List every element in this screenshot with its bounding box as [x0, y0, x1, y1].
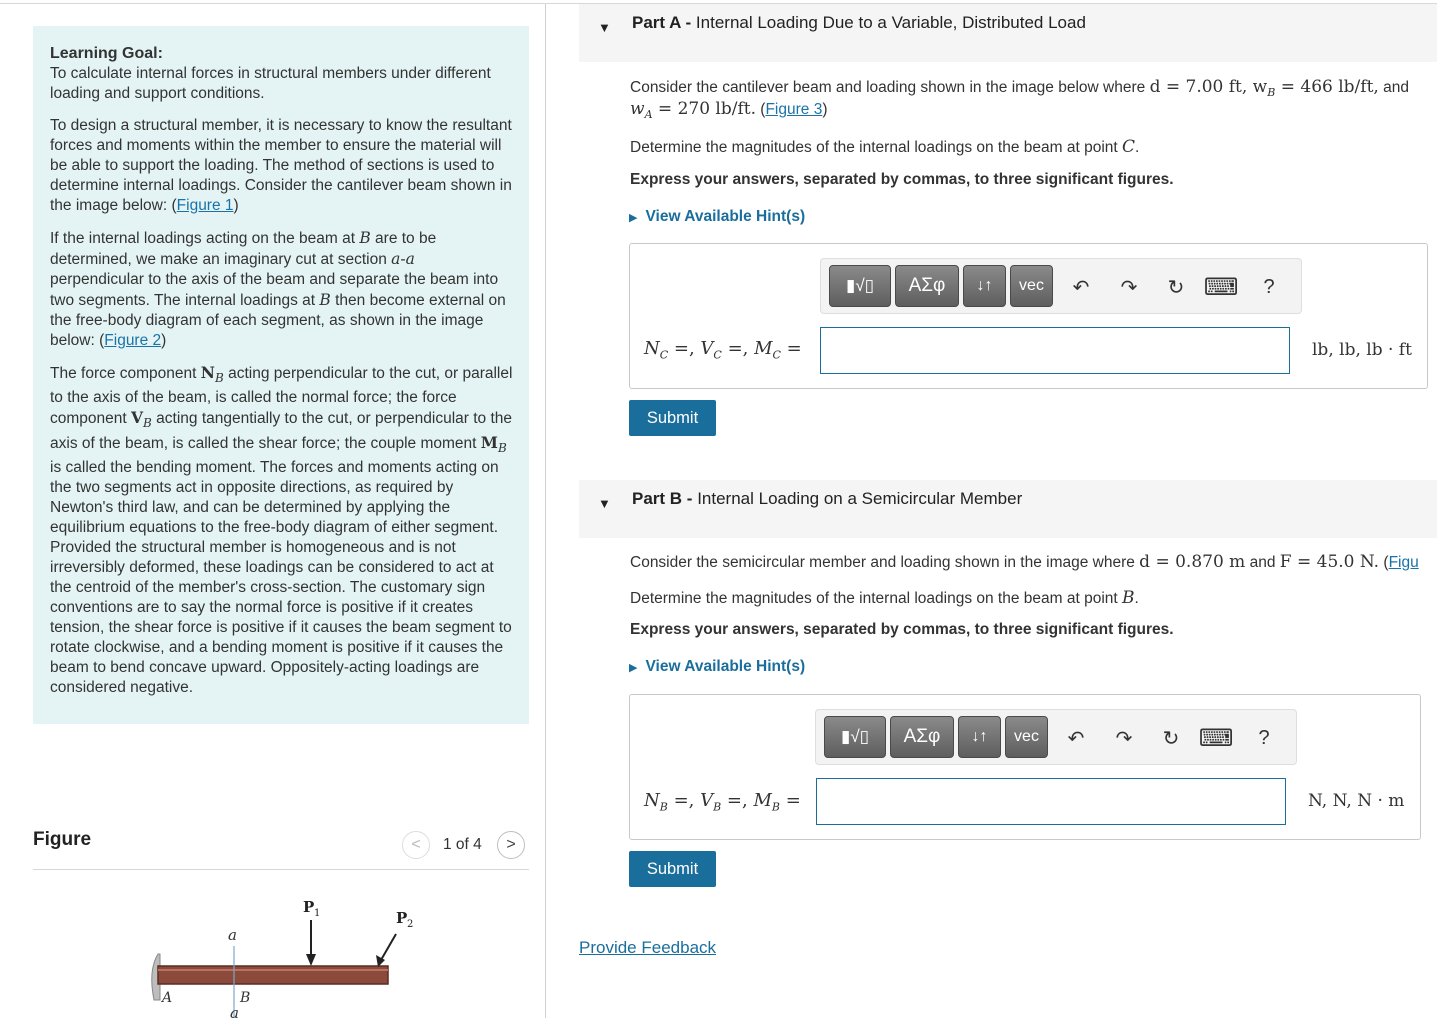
expand-triangle-icon: ▶ [629, 662, 638, 674]
arrows-button[interactable]: ↓↑ [958, 716, 1001, 758]
keyboard-icon[interactable]: ⌨ [1203, 273, 1239, 301]
figure-prev-button[interactable]: < [402, 831, 430, 859]
vec-button[interactable]: vec [1010, 265, 1053, 307]
redo-icon[interactable]: ↷ [1120, 276, 1138, 299]
undo-icon[interactable]: ↶ [1072, 276, 1090, 299]
keyboard-icon[interactable]: ⌨ [1198, 724, 1234, 752]
point-b-label: B [240, 990, 251, 1006]
cantilever-beam-figure [140, 890, 440, 1018]
part-b-collapse-icon[interactable]: ▼ [598, 496, 611, 511]
help-icon[interactable]: ? [1258, 726, 1270, 749]
p1-label: P [303, 898, 315, 916]
part-b-express: Express your answers, separated by commas, to three significant figures. [630, 621, 1174, 638]
greek-button[interactable]: ΑΣφ [895, 265, 959, 307]
learning-goal-intro: To calculate internal forces in structural members under different loading and support conditions. [50, 65, 491, 102]
part-a-determine: Determine the magnitudes of the internal loadings on the beam at point C. [630, 137, 1140, 157]
part-a-title: Part A - Internal Loading Due to a Variable, Distributed Load [632, 13, 1086, 32]
reset-icon[interactable]: ↻ [1167, 276, 1185, 299]
part-a-line1: Consider the cantilever beam and loading shown in the image below where d = 7.00 ft, $w_B = 466$ lb/ft, and [630, 77, 1409, 100]
part-b-math-toolbar [815, 709, 1297, 765]
point-a-label: A [162, 990, 173, 1006]
part-b-answer-box [629, 694, 1421, 840]
section-label-top: a [228, 926, 237, 944]
part-a-answer-box [629, 243, 1428, 389]
part-b-submit-button[interactable]: Submit [629, 851, 716, 887]
part-a-submit-button[interactable]: Submit [629, 400, 716, 436]
figure-title: Figure [33, 829, 92, 850]
part-b-hint-toggle[interactable]: ▶ View Available Hint(s) [629, 658, 806, 675]
figure-1-link[interactable]: Figure 1 [176, 197, 234, 214]
figure-next-button[interactable]: > [497, 831, 525, 859]
learning-goal-p3: The force component $N_B$ acting perpendicular to the cut, or parallel to the axis of the beam, is called the normal force; the force component $V_B$ acting tangentially to the cut, or perpendicular to the axis of the beam, is called the shear force; the couple moment $M_B$ is called the bending moment. The forces and moments acting on the two segments act in opposite directions, as required by Newton's third law, and can be determined by applying the equilibrium equations to the free-body diagram of either segment. Provided the structural member is homogeneous and is not irreversibly deformed, these loadings can be considered to act at the centroid of the member's cross-section. The customary sign conventions are to say the normal force is positive if it creates tension, the shear force is positive if it causes the beam segment to rotate clockwise, and a bending moment is positive if it causes the beam to bend concave upward. Oppositely-acting loadings are considered negative. [50, 363, 513, 697]
section-label-bottom: a [230, 1004, 239, 1018]
part-a-answer-input[interactable] [820, 327, 1290, 374]
vec-button[interactable]: vec [1005, 716, 1048, 758]
part-b-header[interactable] [579, 480, 1437, 538]
part-a-express: Express your answers, separated by commas, to three significant figures. [630, 171, 1174, 188]
part-b-line1: Consider the semicircular member and loading shown in the image where d = 0.870 m and F = 45.0 N. (Figu [630, 552, 1419, 572]
part-b-title: Part B - Internal Loading on a Semicircular Member [632, 489, 1023, 508]
panel-divider [545, 4, 546, 1018]
templates-button[interactable]: ▮√▯ [829, 265, 891, 307]
learning-goal-p1: To design a structural member, it is necessary to know the resultant forces and moments within the member to ensure the material will be able to support the loading. The method of sections is used to determine internal loadings. Consider the cantilever beam shown in the image below: (Figure 1) [50, 117, 512, 214]
arrows-button[interactable]: ↓↑ [963, 265, 1006, 307]
p2-label: P [396, 909, 408, 927]
p2-arrow [381, 934, 396, 960]
part-a-header[interactable] [579, 4, 1437, 62]
beam [158, 966, 388, 984]
learning-goal-p2: If the internal loadings acting on the beam at B are to be determined, we make an imaginary cut at section a-a perpendicular to the axis of the beam and separate the beam into two segments. The internal loadings at B then become external on the free-body diagram of each segment, as shown in the image below: (Figure 2) [50, 229, 506, 349]
part-a-math-toolbar [820, 258, 1302, 314]
part-a-line2: $w_A = 270$ lb/ft. (Figure 3) [630, 99, 828, 122]
help-icon[interactable]: ? [1263, 275, 1275, 298]
figure-pager-text: 1 of 4 [443, 836, 482, 853]
svg-text:1: 1 [314, 908, 321, 919]
expand-triangle-icon: ▶ [629, 212, 638, 224]
figure-divider [33, 869, 529, 870]
greek-button[interactable]: ΑΣφ [890, 716, 954, 758]
learning-goal-heading: Learning Goal: [50, 45, 163, 62]
svg-text:2: 2 [407, 919, 414, 930]
reset-icon[interactable]: ↻ [1162, 727, 1180, 750]
redo-icon[interactable]: ↷ [1115, 727, 1133, 750]
part-a-units: lb, lb, lb · ft [1312, 340, 1412, 360]
templates-button[interactable]: ▮√▯ [824, 716, 886, 758]
figure-3-link[interactable]: Figure 3 [765, 101, 823, 118]
part-a-equation-label: $N_C$ =, $V_C$ =, $M_C$ = [644, 338, 802, 362]
part-b-units: N, N, N · m [1308, 791, 1405, 811]
figure-4-link[interactable]: Figu [1388, 554, 1419, 571]
learning-goal-panel [33, 26, 529, 724]
part-b-equation-label: $N_B$ =, $V_B$ =, $M_B$ = [644, 790, 801, 814]
part-a-collapse-icon[interactable]: ▼ [598, 20, 611, 35]
part-b-answer-input[interactable] [816, 778, 1286, 825]
part-a-hint-toggle[interactable]: ▶ View Available Hint(s) [629, 208, 806, 225]
figure-2-link[interactable]: Figure 2 [104, 332, 162, 349]
provide-feedback-link[interactable]: Provide Feedback [579, 938, 717, 957]
undo-icon[interactable]: ↶ [1067, 727, 1085, 750]
part-b-determine: Determine the magnitudes of the internal loadings on the beam at point B. [630, 588, 1139, 608]
